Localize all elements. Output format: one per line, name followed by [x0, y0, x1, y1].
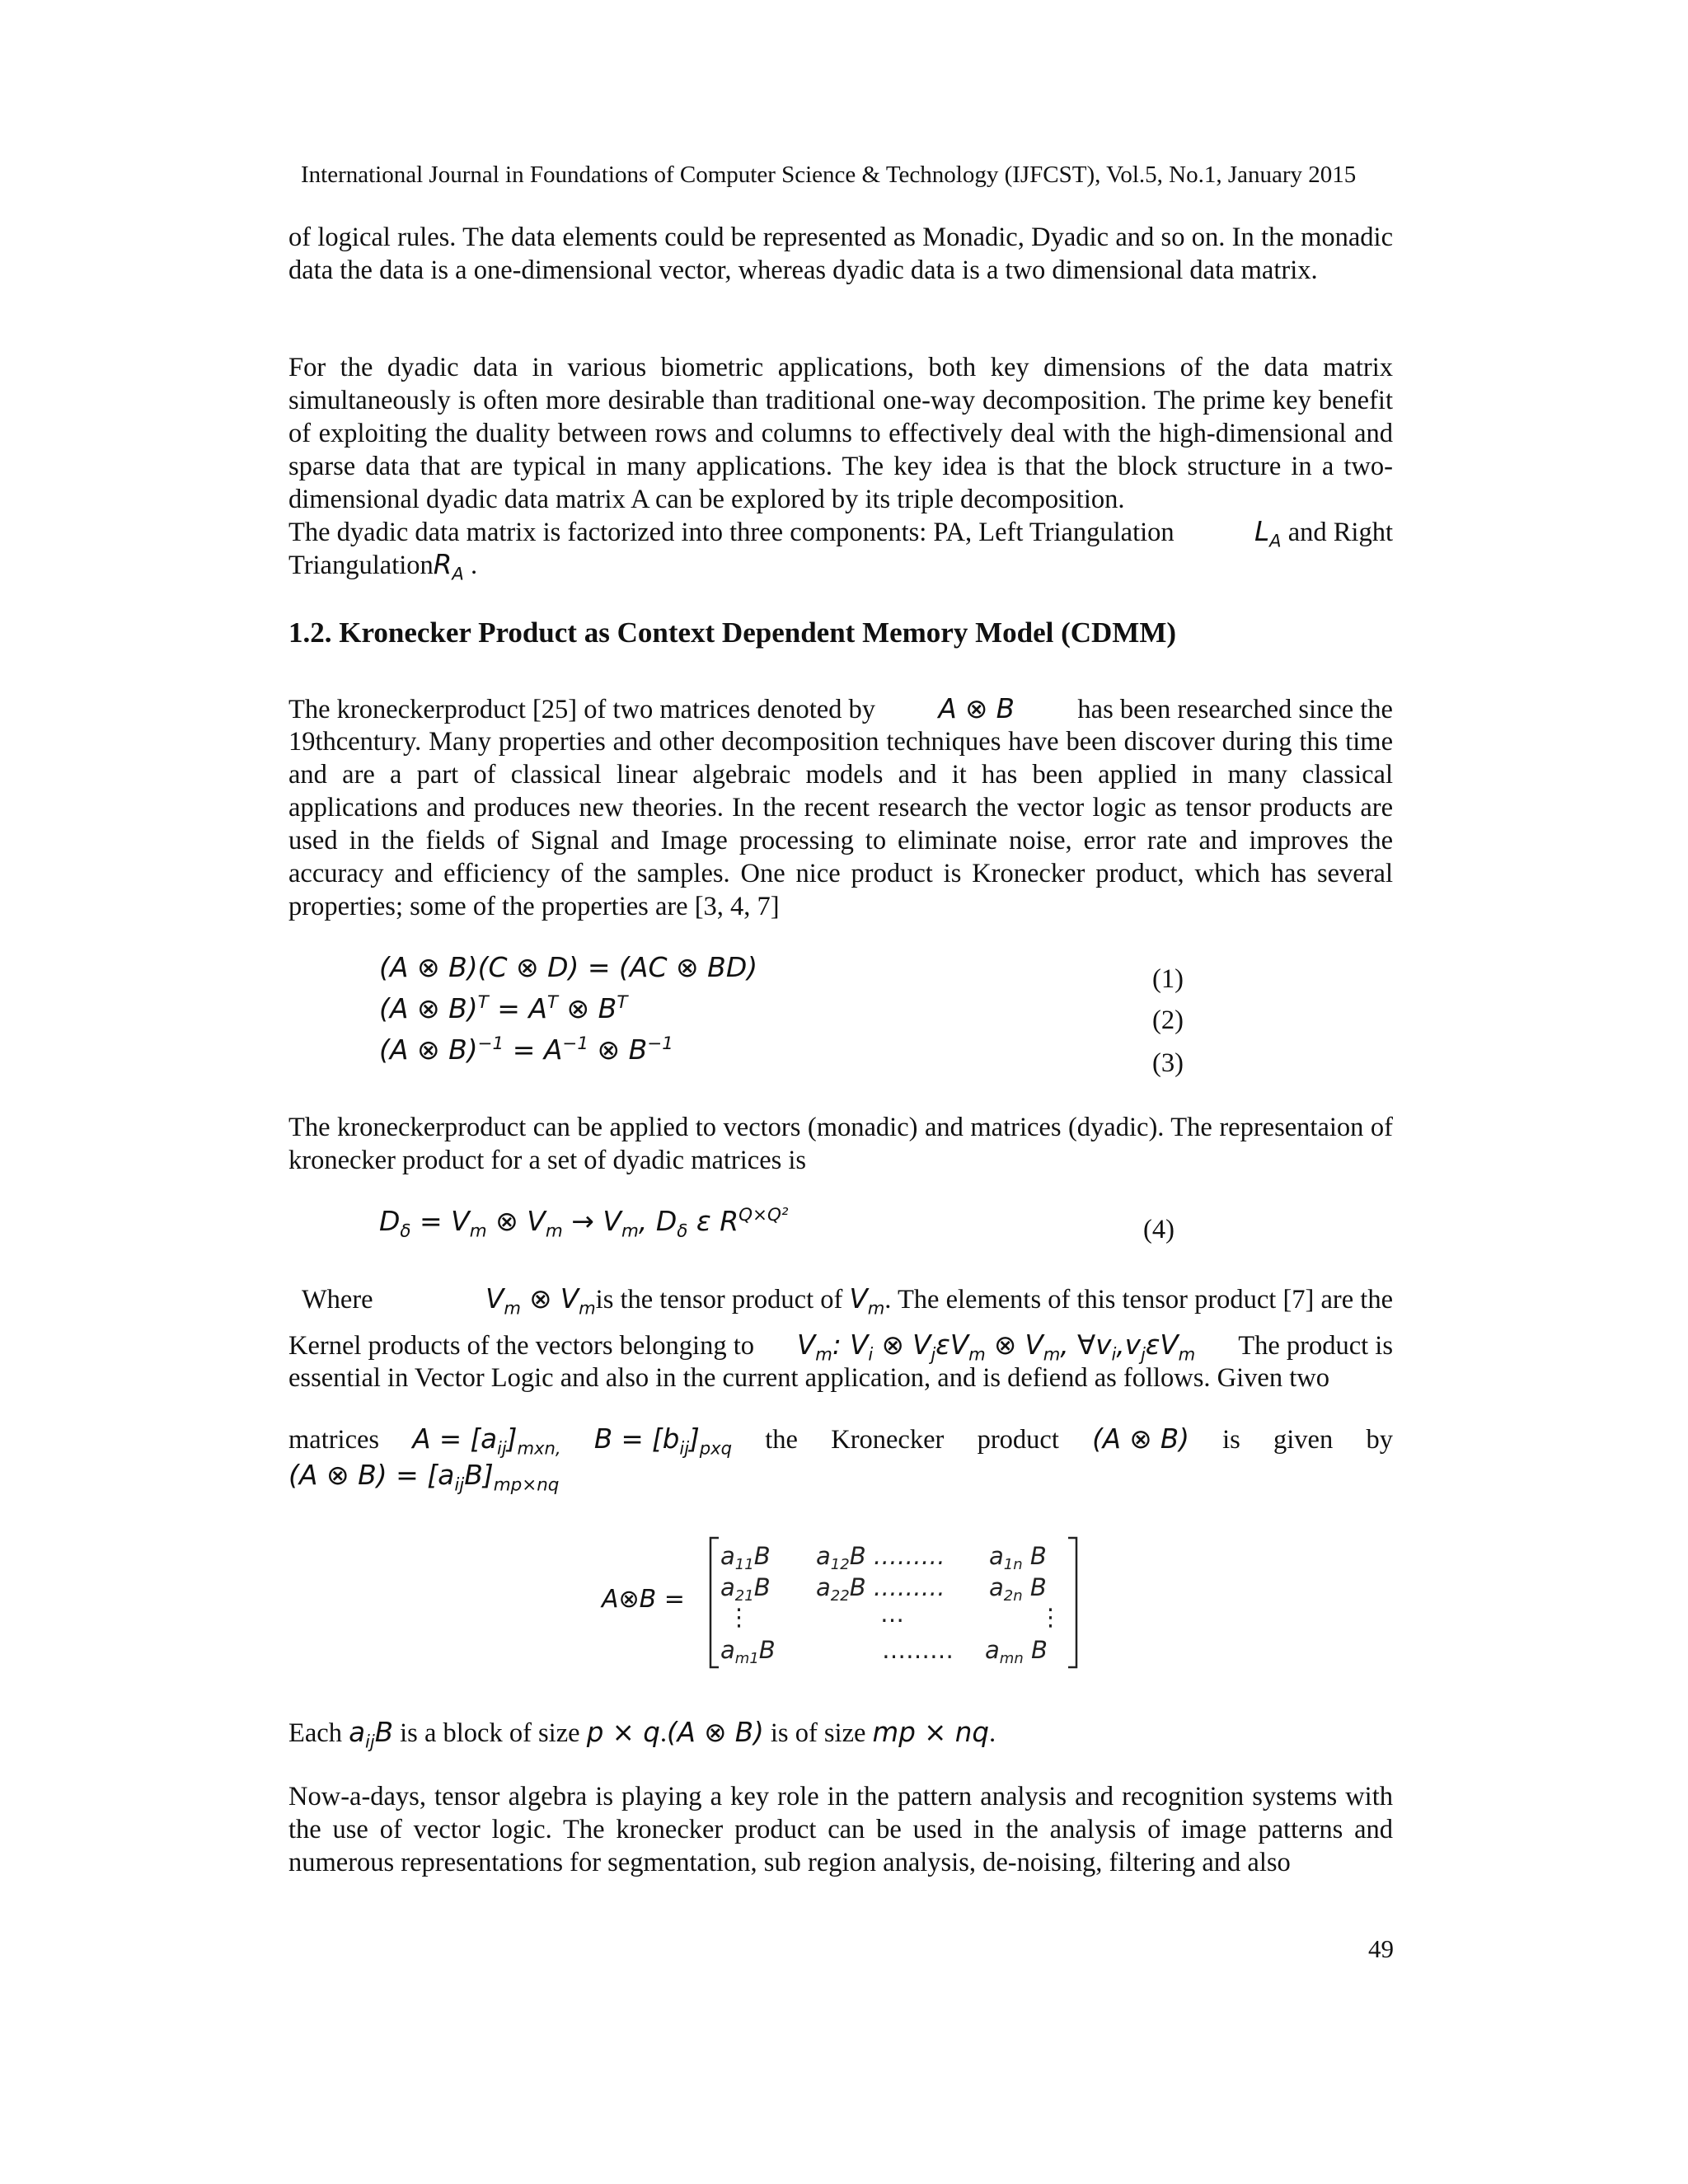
each-line — [288, 1716, 996, 1750]
text-kronecker-denoted: The kroneckerproduct [25] of two matrices denoted by — [288, 695, 876, 724]
block-matrix — [709, 1535, 1080, 1671]
svg-text:amn B: $a_{mn}$ B — [985, 1636, 1048, 1667]
paragraph-tensor-algebra: Now-a-days, tensor algebra is playing a key role in the pattern analysis and recognition systems with the use of vector logic. The kronecker product can be used in the analysis of image patterns and numerous representations for segmentation, sub region analysis, de-noising, filtering and also — [288, 1782, 1393, 1877]
svg-text:⋮: ⋮ — [727, 1603, 751, 1631]
where-line — [302, 1282, 1393, 1319]
text-given: given — [1273, 1425, 1334, 1455]
matrices-line — [288, 1422, 1393, 1459]
matrix-lhs: A⊗B = — [602, 1585, 685, 1614]
equation-label-4: (4) — [1143, 1215, 1175, 1244]
paragraph-representation: The kroneckerproduct can be applied to vectors (monadic) and matrices (dyadic). The representaion of kronecker product for a set of dyadic matrices is — [288, 1113, 1393, 1175]
svg-text:a21B: $a_{21}B$ — [720, 1573, 771, 1605]
equation-kronecker-def: (A ⊗ $B) = [a_{ij}B]_{mp\times nq}$ — [288, 1459, 560, 1496]
text-the: the — [765, 1425, 798, 1455]
equation-label-3: (3) — [1152, 1048, 1184, 1078]
text-researched: has been researched since the — [1077, 695, 1393, 724]
equation-3: (A ⊗ $B)^{-1} = A^{-1}$ ⊗ $B^{-1}$ — [379, 1033, 673, 1066]
text-is-of-size: is of size — [770, 1718, 866, 1748]
svg-text:…: … — [880, 1600, 904, 1628]
text-block-size: is a block of size — [400, 1718, 580, 1748]
text-kronecker: Kronecker — [831, 1425, 945, 1455]
text-each: Each — [288, 1718, 342, 1748]
equation-1: (A ⊗ B)(C ⊗ D) = (AC ⊗ BD) — [379, 951, 758, 983]
math-vm-set: $V_m$: $V_i$ ⊗ $V_j\varepsilon V_m$ ⊗ $V_m$, $\forall v_i,v_j\varepsilon V_m$ — [797, 1329, 1196, 1365]
equation-label-2: (2) — [1152, 1005, 1184, 1035]
svg-text:a11B: $a_{11}B$ — [720, 1542, 771, 1573]
svg-text:a2n B: $a_{2n}$ B — [989, 1573, 1047, 1605]
text-factorized: The dyadic data matrix is factorized into three components: PA, Left Triangulation — [288, 518, 1175, 547]
paragraph-dyadic: For the dyadic data in various biometric applications, both key dimensions of the data matrix simultaneously is often more desirable than traditional one-way decomposition. The prime key benefit of exploiting the duality between rows and columns to effectively deal with the high-dimensional and sparse data that are typical in many applications. The key idea is that the block structure in a two-dimensional dyadic data matrix A can be explored by its triple decomposition. — [288, 353, 1393, 514]
text-product-is: The product is — [1238, 1331, 1393, 1361]
kronecker-first-line — [288, 692, 1393, 726]
svg-text:a22B ………: $a_{22}B$ ……… — [816, 1573, 945, 1605]
where-middle: $V_m$ ⊗ $V_mis$ the tensor product of $V_m$. The elements of this tensor product [7] are the — [485, 1283, 1393, 1319]
text-where: Where — [302, 1285, 373, 1315]
text-matrices: matrices — [288, 1425, 380, 1455]
text-by: by — [1366, 1425, 1393, 1455]
svg-text:………: ……… — [882, 1636, 954, 1664]
section-heading: 1.2. Kronecker Product as Context Dependent Memory Model (CDMM) — [288, 616, 1177, 649]
math-aij-b: $a_{ij}B$ — [349, 1717, 394, 1752]
running-header: International Journal in Foundations of Computer Science & Technology (IJFCST), Vol.5, No.1, January 2015 — [301, 162, 1357, 188]
math-a-otimes-b-size: (A ⊗ B) — [666, 1717, 764, 1748]
math-a-def: $A = [a_{ij}]_{mxn,}$ — [412, 1423, 561, 1459]
text-triangulation: Triangulation — [288, 551, 434, 580]
paragraph-kronecker: 19thcentury. Many properties and other decomposition techniques have been discover during this time and are a part of classical linear algebraic models and it has been applied in many classical applications and produces new theories. In the recent research the vector logic as tensor products are used in the fields of Signal and Image processing to eliminate noise, error rate and improves the accuracy and efficiency of the samples. One nice product is Kronecker product, which has several properties; some of the properties are [3, 4, 7] — [288, 727, 1393, 921]
math-a-otimes-b-paren: (A ⊗ B) — [1092, 1423, 1189, 1455]
equation-4: $D_\delta = V_m$ ⊗ $V_m \to V_m$, $D_\delta$ ε $R^{Q\times Q^2}$ — [379, 1205, 789, 1242]
kernel-line — [288, 1329, 1393, 1365]
equation-2: (A ⊗ $B)^T = A^T$ ⊗ $B^T$ — [379, 992, 628, 1024]
essential-line: essential in Vector Logic and also in the current application, and is defiend as follows. Given two — [288, 1363, 1329, 1393]
paragraph-dyadic-last-line — [288, 515, 1393, 549]
math-a-otimes-b: A ⊗ B — [938, 693, 1015, 724]
math-b-def: $B = [b_{ij}]_{pxq}$ — [593, 1423, 733, 1459]
math-ra: $R_A$ — [433, 549, 464, 584]
text-is: is — [1222, 1425, 1240, 1455]
text-end-dot: . — [988, 1718, 996, 1748]
svg-text:am1B: $a_{m1}B$ — [720, 1636, 776, 1667]
equation-label-1: (1) — [1152, 964, 1184, 994]
text-kernel: Kernel products of the vectors belonging to — [288, 1331, 754, 1361]
math-p-times-q: p × q — [586, 1717, 660, 1748]
svg-text:a12B ………: $a_{12}B$ ……… — [816, 1542, 945, 1573]
math-mp-times-nq: mp × nq — [872, 1717, 989, 1748]
svg-text:⋮: ⋮ — [1039, 1603, 1062, 1631]
paragraph-intro: of logical rules. The data elements could be represented as Monadic, Dyadic and so on. In the monadic data the data is a one-dimensional vector, whereas dyadic data is a two dimensional data matrix. — [288, 223, 1393, 285]
svg-text:a1n B: $a_{1n}$ B — [989, 1542, 1047, 1573]
text-period: . — [470, 551, 478, 580]
triangulation-line — [288, 548, 1393, 582]
text-product: product — [977, 1425, 1059, 1455]
math-la: $L_A$ and Right — [1254, 516, 1393, 551]
page-number: 49 — [1368, 1934, 1394, 1963]
text-dot: . — [659, 1718, 667, 1748]
